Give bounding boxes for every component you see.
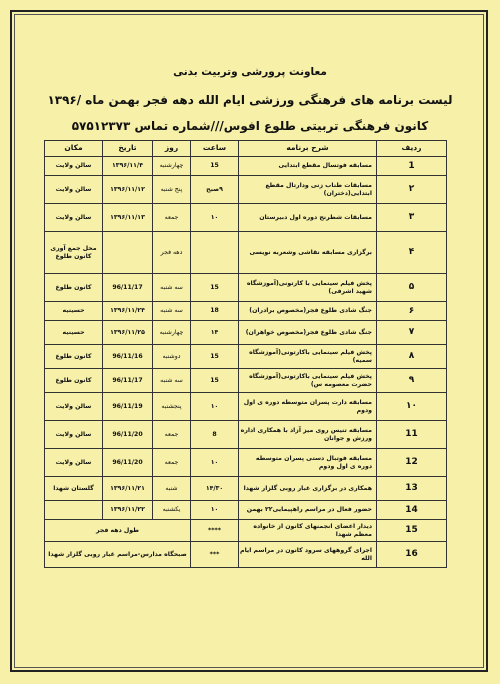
- cell-row-number: ۶: [377, 302, 447, 321]
- cell-description: پخش فیلم سینمایی باکارتونی(آموزشگاه سمیه): [239, 345, 377, 369]
- cell-day: جمعه: [153, 204, 191, 232]
- table-row: [45, 274, 447, 302]
- cell-time: ****: [191, 520, 239, 542]
- cell-description: برگزاری مسابقه نقاشی وشعربه نویسی: [239, 232, 377, 274]
- cell-place: محل جمع آوری کانون طلوع: [45, 232, 103, 274]
- cell-date: ۱۳۹۶/۱۱/۱۲: [103, 176, 153, 204]
- cell-time: ۱۰: [191, 393, 239, 421]
- cell-row-number: ۷: [377, 321, 447, 345]
- cell-row-number: ۹: [377, 369, 447, 393]
- header-title: لیست برنامه های فرهنگی ورزشی ایام الله دهه فجر بهمن ماه /۱۳۹۶: [47, 93, 453, 107]
- cell-description: پخش فیلم سینمایی با کارتونی(آموزشگاه شهید اشرفی): [239, 274, 377, 302]
- cell-description: حضور فعال در مراسم راهپیمایی۲۲ بهمن: [239, 501, 377, 520]
- cell-date: 96/11/16: [103, 345, 153, 369]
- cell-time: ۱۴/۳۰: [191, 477, 239, 501]
- cell-row-number: ۱۰: [377, 393, 447, 421]
- cell-place: گلستان شهدا: [45, 477, 103, 501]
- cell-day: یکشنبه: [153, 501, 191, 520]
- program-table: [44, 140, 447, 568]
- cell-time: [191, 232, 239, 274]
- table-row: [45, 369, 447, 393]
- cell-place: سالن ولایت: [45, 421, 103, 449]
- cell-place: طول دهه فجر: [45, 520, 191, 542]
- cell-day: دهه فجر: [153, 232, 191, 274]
- table-header-row: [45, 141, 447, 157]
- col-header-time: ساعت: [191, 141, 239, 157]
- cell-day: سه شنبه: [153, 369, 191, 393]
- cell-place: سالن ولایت: [45, 393, 103, 421]
- cell-time: ۱۰: [191, 204, 239, 232]
- cell-description: مسابقات طناب زنی ودارتال مقطع ابتدایی(دختران): [239, 176, 377, 204]
- table-row: [45, 542, 447, 568]
- cell-row-number: ۴: [377, 232, 447, 274]
- cell-place: سالن ولایت: [45, 176, 103, 204]
- cell-date: ۱۳۹۶/۱۱/۲۱: [103, 477, 153, 501]
- cell-row-number: 15: [377, 520, 447, 542]
- cell-date: ۱۳۹۶/۱۱/۲۵: [103, 321, 153, 345]
- cell-description: مسابقه فوتبال دستی پسران متوسطه دوره ی اول ودوم: [239, 449, 377, 477]
- cell-day: چهارشنبه: [153, 157, 191, 176]
- cell-place: صبحگاه مدارس-مراسم غبار روبی گلزار شهدا: [45, 542, 191, 568]
- cell-description: دیدار اعضای انجمنهای کانون از خانواده معظم شهدا: [239, 520, 377, 542]
- cell-description: مسابقات شطرنج دوره اول دبیرستان: [239, 204, 377, 232]
- cell-day: جمعه: [153, 449, 191, 477]
- cell-time: 15: [191, 274, 239, 302]
- table-row: [45, 520, 447, 542]
- cell-place: حسینیه: [45, 302, 103, 321]
- cell-description: مسابقه تنیس روی میز آزاد با همکاری اداره ورزش و جوانان: [239, 421, 377, 449]
- header-center-contact: کانون فرهنگی تربیتی طلوع افوس///شماره تماس ۵۷۵۱۲۳۷۳: [71, 119, 429, 133]
- table-row: [45, 393, 447, 421]
- cell-time: 15: [191, 157, 239, 176]
- cell-time: 8: [191, 421, 239, 449]
- cell-day: شنبه: [153, 477, 191, 501]
- cell-date: 96/11/17: [103, 274, 153, 302]
- cell-place: سالن ولایت: [45, 449, 103, 477]
- cell-description: جنگ شادی طلوع فجر(مخصوص خواهران): [239, 321, 377, 345]
- cell-date: ۱۳۹۶/۱۱/۱۳: [103, 204, 153, 232]
- cell-time: ۱۰: [191, 501, 239, 520]
- cell-row-number: ۸: [377, 345, 447, 369]
- cell-date: 96/11/17: [103, 369, 153, 393]
- cell-place: [45, 501, 103, 520]
- cell-day: پنج شنبه: [153, 176, 191, 204]
- cell-row-number: 16: [377, 542, 447, 568]
- cell-description: پخش فیلم سینمایی باکارتونی(آموزشگاه حضرت معصومه س): [239, 369, 377, 393]
- cell-row-number: 1: [377, 157, 447, 176]
- cell-row-number: ۵: [377, 274, 447, 302]
- table-row: [45, 204, 447, 232]
- table-row: [45, 232, 447, 274]
- cell-place: کانون طلوع: [45, 345, 103, 369]
- table-row: [45, 501, 447, 520]
- cell-date: ۱۳۹۶/۱۱/۴: [103, 157, 153, 176]
- col-header-row-number: ردیف: [377, 141, 447, 157]
- cell-day: سه شنبه: [153, 274, 191, 302]
- cell-row-number: 13: [377, 477, 447, 501]
- table-row: [45, 345, 447, 369]
- col-header-date: تاریخ: [103, 141, 153, 157]
- col-header-day: روز: [153, 141, 191, 157]
- cell-row-number: 12: [377, 449, 447, 477]
- table-row: [45, 449, 447, 477]
- cell-date: [103, 232, 153, 274]
- cell-description: اجرای گروههای سرود کانون در مراسم ایام الله: [239, 542, 377, 568]
- cell-time: ***: [191, 542, 239, 568]
- table-row: [45, 421, 447, 449]
- cell-row-number: 14: [377, 501, 447, 520]
- cell-date: 96/11/19: [103, 393, 153, 421]
- cell-time: ۱۰: [191, 449, 239, 477]
- cell-time: 18: [191, 302, 239, 321]
- cell-day: پنجشنبه: [153, 393, 191, 421]
- cell-place: سالن ولایت: [45, 157, 103, 176]
- cell-time: 15: [191, 345, 239, 369]
- cell-place: کانون طلوع: [45, 369, 103, 393]
- cell-date: 96/11/20: [103, 421, 153, 449]
- cell-date: ۱۳۹۶/۱۱/۲۲: [103, 501, 153, 520]
- cell-day: چهارشنبه: [153, 321, 191, 345]
- cell-day: جمعه: [153, 421, 191, 449]
- table-row: [45, 176, 447, 204]
- table-row: [45, 321, 447, 345]
- cell-day: سه شنبه: [153, 302, 191, 321]
- table-row: [45, 302, 447, 321]
- table-row: [45, 157, 447, 176]
- cell-row-number: ۲: [377, 176, 447, 204]
- cell-place: حسینیه: [45, 321, 103, 345]
- cell-time: 15: [191, 369, 239, 393]
- cell-place: سالن ولایت: [45, 204, 103, 232]
- col-header-place: مکان: [45, 141, 103, 157]
- cell-row-number: ۳: [377, 204, 447, 232]
- col-header-description: شرح برنامه: [239, 141, 377, 157]
- cell-date: ۱۳۹۶/۱۱/۲۴: [103, 302, 153, 321]
- cell-description: همکاری در برگزاری غبار روبی گلزار شهدا: [239, 477, 377, 501]
- cell-row-number: 11: [377, 421, 447, 449]
- cell-time: ۹صبح: [191, 176, 239, 204]
- cell-time: ۱۴: [191, 321, 239, 345]
- cell-day: دوشنبه: [153, 345, 191, 369]
- cell-date: 96/11/20: [103, 449, 153, 477]
- cell-description: مسابقه فوتسال مقطع ابتدایی: [239, 157, 377, 176]
- header-department: معاونت پرورشی وتربیت بدنی: [173, 66, 327, 78]
- table-row: [45, 477, 447, 501]
- cell-description: جنگ شادی طلوع فجر(مخصوص برادران): [239, 302, 377, 321]
- cell-description: مسابقه دارت پسران متوسطه دوره ی اول ودوم: [239, 393, 377, 421]
- cell-place: کانون طلوع: [45, 274, 103, 302]
